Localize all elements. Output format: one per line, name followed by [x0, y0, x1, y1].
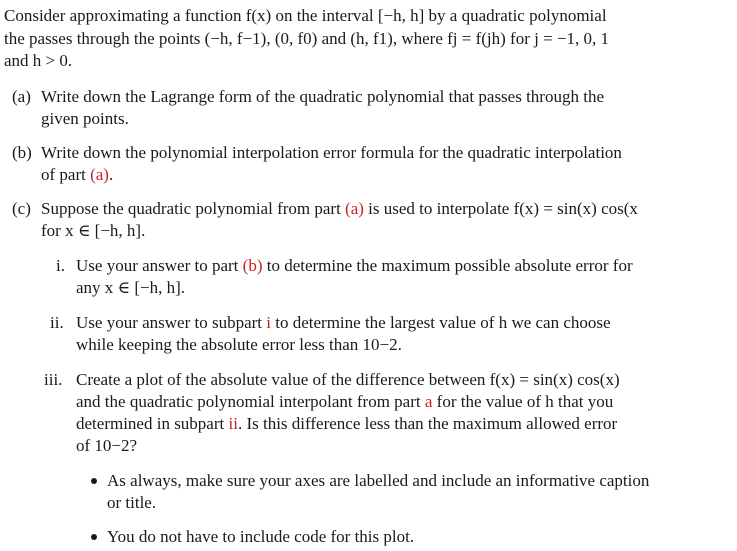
bullet-1-line-2: or title. [107, 493, 157, 512]
part-b-reference-link[interactable]: (b) [242, 256, 263, 275]
subpart-iii-line-3 [76, 413, 617, 435]
subpart-ii-line-1-text: Use your answer to subpart [76, 313, 267, 332]
bullet-2-line-1: You do not have to include code for this plot. [107, 527, 415, 546]
subpart-i-reference-link[interactable]: i [266, 313, 271, 332]
subpart-ii-line-1-end: to determine the largest value of h we can choose [271, 313, 611, 332]
part-b-line-2-text: of part [41, 165, 91, 184]
part-c-line-2: for x ∈ [−h, h]. [41, 221, 146, 240]
subpart-iii-line-2-text: and the quadratic polynomial interpolant from part [76, 392, 425, 411]
part-c-line-1-end: is used to interpolate f(x) = sin(x) cos(x [363, 199, 638, 218]
subpart-iii-label: iii. [44, 370, 63, 389]
part-c-line-1 [41, 198, 638, 220]
part-b-line-2-end: . [108, 165, 114, 184]
subpart-ii-line-2: while keeping the absolute error less than 10−2. [76, 335, 402, 354]
subpart-i-line-1-text: Use your answer to part [76, 256, 243, 275]
part-c-line-1-text: Suppose the quadratic polynomial from part [41, 199, 346, 218]
subpart-iii-line-2-end: for the value of h that you [432, 392, 614, 411]
subpart-iii-line-4: of 10−2? [76, 436, 138, 455]
subpart-i-line-1 [76, 255, 633, 277]
bullet-icon [91, 478, 97, 484]
part-a-label: (a) [12, 87, 31, 106]
part-a-reference-link[interactable]: (a) [90, 165, 109, 184]
subpart-iii-line-1: Create a plot of the absolute value of the difference between f(x) = sin(x) cos(x) [76, 370, 620, 389]
intro-line-1: Consider approximating a function f(x) on the interval [−h, h] by a quadratic polynomial [4, 6, 607, 25]
intro-line-2: the passes through the points (−h, f−1), (0, f0) and (h, f1), where fj = f(jh) for j = −1, 0, 1 [4, 29, 610, 48]
subpart-i-line-1-end: to determine the maximum possible absolute error for [262, 256, 633, 275]
subpart-iii-line-3-end: . Is this difference less than the maximum allowed error [237, 414, 618, 433]
bullet-1-line-1: As always, make sure your axes are labelled and include an informative caption [107, 471, 650, 490]
subpart-iii-line-3-text: determined in subpart [76, 414, 229, 433]
intro-line-3: and h > 0. [4, 51, 73, 70]
part-b-label: (b) [12, 143, 32, 162]
subpart-iii-line-2 [76, 391, 613, 413]
part-c-label: (c) [12, 199, 31, 218]
subpart-ii-label: ii. [50, 313, 64, 332]
part-a-reference-link-iii[interactable]: a [424, 392, 433, 411]
part-a-reference-link-c[interactable]: (a) [345, 199, 364, 218]
subpart-ii-line-1 [76, 312, 611, 334]
bullet-icon [91, 534, 97, 540]
part-b-line-1: Write down the polynomial interpolation error formula for the quadratic interpolation [41, 143, 622, 162]
subpart-i-label: i. [56, 256, 65, 275]
part-a-line-2: given points. [41, 109, 129, 128]
subpart-i-line-2: any x ∈ [−h, h]. [76, 278, 186, 297]
subpart-ii-reference-link[interactable]: ii [228, 414, 238, 433]
part-a-line-1: Write down the Lagrange form of the quadratic polynomial that passes through the [41, 87, 604, 106]
part-b-line-2 [41, 164, 113, 186]
